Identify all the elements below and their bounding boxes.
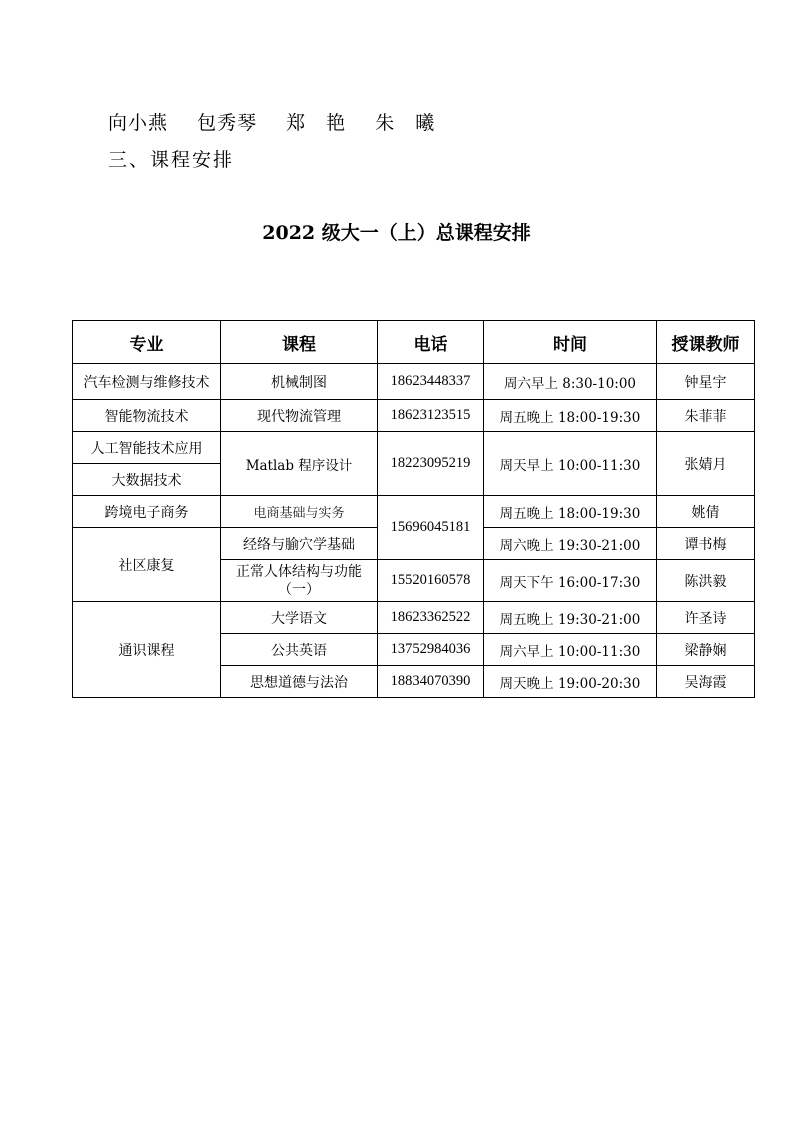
section-heading: 三、课程安排 (108, 149, 235, 171)
cell-major: 人工智能技术应用 (73, 432, 221, 464)
cell-time: 周五晚上 18:00-19:30 (484, 400, 657, 432)
cell-time: 周六早上 10:00-11:30 (484, 634, 657, 666)
table-header-row (73, 321, 755, 364)
name-4: 朱 曦 (375, 112, 436, 134)
staff-names-line (108, 108, 457, 135)
cell-time: 周六早上 8:30-10:00 (484, 364, 657, 400)
cell-course: 现代物流管理 (221, 400, 378, 432)
header-course: 课程 (221, 321, 378, 364)
cell-course: 正常人体结构与功能（一） (221, 560, 378, 602)
cell-phone: 18623362522 (378, 602, 484, 634)
cell-major: 大数据技术 (73, 464, 221, 496)
header-major: 专业 (73, 321, 221, 364)
cell-time: 周天早上 10:00-11:30 (484, 432, 657, 496)
cell-phone: 18623448337 (378, 364, 484, 400)
cell-teacher: 吴海霞 (657, 666, 755, 698)
header-time: 时间 (484, 321, 657, 364)
cell-teacher: 谭书梅 (657, 528, 755, 560)
cell-major: 社区康复 (73, 528, 221, 602)
cell-course: 电商基础与实务 (221, 496, 378, 528)
cell-phone: 18834070390 (378, 666, 484, 698)
cell-time: 周五晚上 18:00-19:30 (484, 496, 657, 528)
table-row (73, 432, 755, 464)
table-row (73, 496, 755, 528)
cell-course: Matlab 程序设计 (221, 432, 378, 496)
course-schedule-table (72, 320, 755, 698)
table-row (73, 364, 755, 400)
name-1: 向小燕 (108, 112, 169, 134)
cell-course: 公共英语 (221, 634, 378, 666)
cell-time: 周天下午 16:00-17:30 (484, 560, 657, 602)
cell-time: 周六晚上 19:30-21:00 (484, 528, 657, 560)
cell-major: 通识课程 (73, 602, 221, 698)
table-row (73, 602, 755, 634)
cell-major: 智能物流技术 (73, 400, 221, 432)
cell-teacher: 钟星宇 (657, 364, 755, 400)
header-phone: 电话 (378, 321, 484, 364)
cell-teacher: 陈洪毅 (657, 560, 755, 602)
cell-course: 经络与腧穴学基础 (221, 528, 378, 560)
cell-course: 思想道德与法治 (221, 666, 378, 698)
cell-phone: 13752984036 (378, 634, 484, 666)
cell-teacher: 朱菲菲 (657, 400, 755, 432)
header-teacher: 授课教师 (657, 321, 755, 364)
name-2: 包秀琴 (197, 112, 258, 134)
cell-course: 大学语文 (221, 602, 378, 634)
cell-teacher: 张婧月 (657, 432, 755, 496)
cell-course: 机械制图 (221, 364, 378, 400)
cell-teacher: 梁静娴 (657, 634, 755, 666)
table-title: 2022 级大一（上）总课程安排 (262, 222, 531, 244)
cell-teacher: 姚倩 (657, 496, 755, 528)
cell-phone: 15696045181 (378, 496, 484, 560)
cell-phone: 15520160578 (378, 560, 484, 602)
cell-phone: 18223095219 (378, 432, 484, 496)
cell-major: 汽车检测与维修技术 (73, 364, 221, 400)
cell-phone: 18623123515 (378, 400, 484, 432)
cell-teacher: 许圣诗 (657, 602, 755, 634)
table-row (73, 400, 755, 432)
cell-major: 跨境电子商务 (73, 496, 221, 528)
name-3: 郑 艳 (286, 112, 347, 134)
cell-time: 周五晚上 19:30-21:00 (484, 602, 657, 634)
cell-time: 周天晚上 19:00-20:30 (484, 666, 657, 698)
